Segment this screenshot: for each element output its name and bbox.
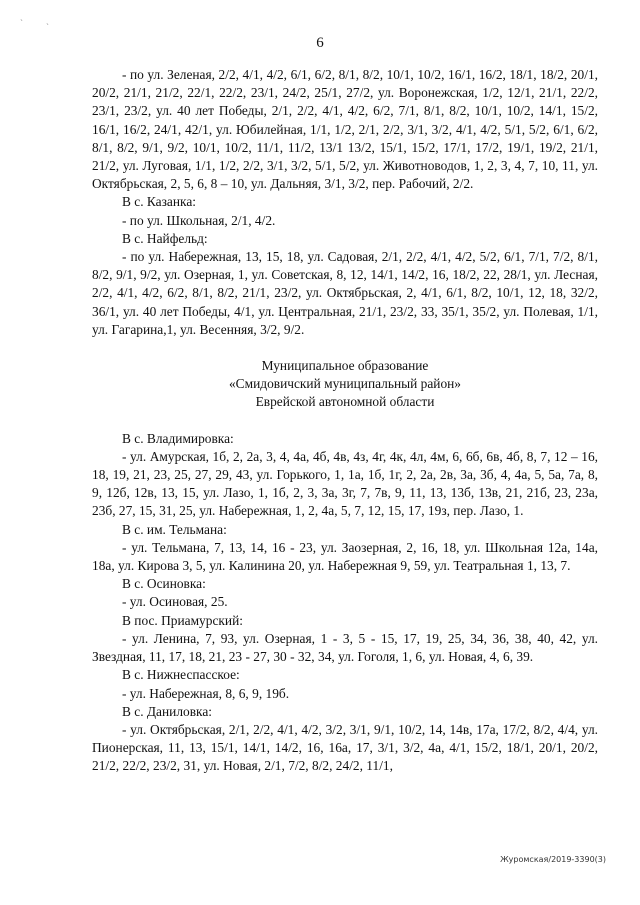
scan-mark: ˋ — [20, 18, 23, 28]
text-line: В с. Найфельд: — [122, 230, 208, 246]
address-paragraph: - ул. Тельмана, 7, 13, 14, 16 - 23, ул. Заозерная, 2, 16, 18, ул. Школьная 12а, 14а, 18а, ул. Кирова 3, 5, ул. Калинина 20, ул. Набережная 9, 59, ул. Театральная 1, 13, 7. — [92, 539, 598, 574]
text-line: В с. Казанка: — [122, 194, 196, 210]
address-paragraph: - по ул. Набережная, 13, 15, 18, ул. Садовая, 2/1, 2/2, 4/1, 4/2, 5/2, 6/1, 7/1, 7/2, 8/1, 8/2, 9/1, 9/2, ул. Озерная, 1, ул. Советская, 8, 12, 14/1, 14/2, 16, 18/2, 22, 28/1, ул. Лесная, 2/2, 4/1, 4/2, 6/2, 8/1, 8/2, 21/1, 23/2, ул. Октябрьская, 2, 4/1, 6/1, 8/2, 10/1, 12, 18, 32/2, 36/1, ул. 40 лет Победы, 4/1, ул. Центральная, 21/1, 23/2, 33, 35/1, 35/2, ул. Полевая, 1/1, ул. Гагарина,1, ул. Весенняя, 3/2, 9/2. — [92, 249, 598, 337]
text-line: - ул. Набережная, 8, 6, 9, 19б. — [122, 685, 290, 701]
text-line: В с. Даниловка: — [122, 703, 212, 719]
text-line: В с. Осиновка: — [122, 576, 206, 592]
text-line: В с. Нижнеспасское: — [122, 667, 240, 683]
section-heading: Муниципальное образование — [261, 358, 429, 374]
page-number: 6 — [316, 35, 324, 51]
scan-mark: ˋ — [46, 22, 49, 32]
text-line: - ул. Осиновая, 25. — [122, 594, 228, 610]
address-paragraph: - по ул. Зеленая, 2/2, 4/1, 4/2, 6/1, 6/2, 8/1, 8/2, 10/1, 10/2, 16/1, 16/2, 18/1, 18/2, 20/1, 20/2, 21/1, 21/2, 22/1, 22/2, 23/1, 24/2, 25/1, 27/2, ул. Воронежская, 1/2, 12/1, 21/1, 22/2, 23/1, 23/2, ул. 40 лет Победы, 2/1, 2/2, 4/1, 4/2, 6/2, 7/1, 8/1, 8/2, 10/1, 10/2, 14/1, 15/2, 16/1, 16/2, 24/1, 42/1, ул. Юбилейная, 1/1, 1/2, 2/1, 2/2, 3/1, 3/2, 4/1, 4/2, 5/1, 5/2, 6/1, 6/2, 8/1, 8/2, 9/1, 9/2, 10/1, 10/2, 11/1, 11/2, 13/1 13/2, 15/1, 15/2, 17/1, 17/2, 19/1, 19/2, 21/1, 21/2, ул. Луговая, 1/1, 1/2, 2/2, 3/1, 3/2, 5/1, 5/2, ул. Животноводов, 1, 2, 3, 4, 7, 10, 11, ул. Октябрьская, 2, 5, 6, 8 – 10, ул. Дальняя, 3/1, 3/2, пер. Рабочий, 2/2. — [92, 67, 598, 192]
document-body — [92, 66, 598, 776]
address-paragraph: - ул. Амурская, 1б, 2, 2а, 3, 4, 4а, 4б, 4в, 4з, 4г, 4к, 4л, 4м, 6, 6б, 6в, 4б, 8, 7, 12 – 16, 18, 19, 21, 23, 25, 27, 29, 43, ул. Горького, 1, 1а, 1б, 1г, 2, 2а, 2в, 3а, 3б, 4, 4а, 5, 5а, 7а, 8, 9, 12б, 12в, 13, 15, ул. Лазо, 1, 1б, 2, 3, 3а, 3г, 7, 7в, 9, 11, 13, 13б, 13в, 21, 21б, 23, 23а, 23б, 27, 15, 31, 25, ул. Набережная, 1, 2, 4а, 5, 7, 12, 15, 17, 19з, пер. Лазо, 1. — [92, 448, 598, 519]
document-footer: Журомская/2019-3390(3) — [500, 855, 606, 864]
address-paragraph: - ул. Ленина, 7, 93, ул. Озерная, 1 - 3, 5 - 15, 17, 19, 25, 34, 36, 38, 40, 42, ул. Звездная, 11, 17, 18, 21, 23 - 27, 30 - 32, 34, ул. Гоголя, 1, 6, ул. Новая, 4, 6, 39. — [92, 630, 598, 665]
text-line: В пос. Приамурский: — [122, 612, 243, 628]
text-line: - по ул. Школьная, 2/1, 4/2. — [122, 212, 276, 228]
address-paragraph: - ул. Октябрьская, 2/1, 2/2, 4/1, 4/2, 3/2, 3/1, 9/1, 10/2, 14, 14в, 17а, 17/2, 8/2, 4/4, ул. Пионерская, 11, 13, 15/1, 14/1, 14/2, 16, 16а, 17, 3/1, 3/2, 4а, 4/1, 15/2, 18/1, 20/1, 20/2, 21/2, 22/2, 23/2, 31, ул. Новая, 2/1, 7/2, 8/2, 24/2, 11/1, — [92, 721, 598, 774]
section-gap — [92, 412, 598, 430]
text-line: В с. Владимировка: — [122, 430, 234, 446]
text-line: В с. им. Тельмана: — [122, 521, 227, 537]
section-heading: «Смидовичский муниципальный район» — [228, 376, 461, 392]
section-heading: Еврейской автономной области — [255, 394, 435, 410]
section-gap — [92, 339, 598, 357]
